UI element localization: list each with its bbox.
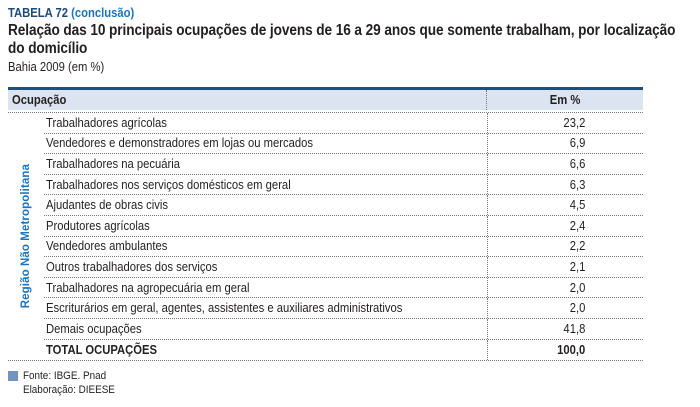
region-group-label: Região Não Metropolitana [20, 164, 32, 309]
title-block [8, 6, 700, 75]
value-cell: 6,9 [487, 134, 643, 154]
table-row [44, 175, 643, 196]
table-body [8, 112, 643, 361]
table-row [44, 319, 643, 340]
occupation-cell: Trabalhadores na agropecuária em geral [46, 280, 250, 295]
column-header-ocupacao: Ocupação [12, 93, 67, 107]
table-row [44, 257, 643, 278]
value-cell: 2,0 [487, 278, 643, 298]
source-text [23, 369, 125, 397]
value-cell: 6,6 [487, 154, 643, 174]
elaboration-line: Elaboração: DIEESE [23, 384, 115, 397]
table-row [44, 237, 643, 258]
page-subtitle: Bahia 2009 (em %) [8, 60, 105, 74]
value-cell: 2,1 [487, 257, 643, 277]
table-row [44, 113, 643, 134]
occupation-cell: Trabalhadores nos serviços domésticos em geral [46, 177, 291, 192]
table-row [44, 278, 643, 299]
table-rows [44, 113, 643, 360]
page-title: Relação das 10 principais ocupações de jovens de 16 a 29 anos que somente trabalham, por localização do domicílio [8, 22, 676, 57]
table-number-suffix: (conclusão) [71, 6, 135, 20]
occupation-cell: Trabalhadores agrícolas [46, 115, 167, 130]
value-cell: 100,0 [487, 340, 643, 361]
table-number: TABELA 72 [8, 6, 69, 20]
region-group-column [8, 113, 44, 360]
table-row [44, 195, 643, 216]
table-number-line [8, 6, 700, 21]
table-row [44, 134, 643, 155]
value-cell: 41,8 [487, 319, 643, 339]
total-row [44, 340, 643, 361]
occupation-cell: TOTAL OCUPAÇÕES [46, 342, 158, 357]
value-cell: 2,4 [487, 216, 643, 236]
value-cell: 2,2 [487, 237, 643, 257]
occupation-cell: Vendedores ambulantes [46, 239, 168, 254]
source-swatch-icon [8, 371, 18, 381]
value-cell: 2,0 [487, 298, 643, 318]
occupation-cell: Vendedores e demonstradores em lojas ou mercados [46, 136, 314, 151]
occupation-cell: Trabalhadores na pecuária [46, 156, 181, 171]
occupation-cell: Outros trabalhadores dos serviços [46, 259, 218, 274]
value-cell: 6,3 [487, 175, 643, 195]
occupation-cell: Produtores agrícolas [46, 218, 150, 233]
column-header-em-pct: Em % [486, 90, 643, 110]
value-cell: 4,5 [487, 195, 643, 215]
table-row [44, 216, 643, 237]
occupation-cell: Escriturários em geral, agentes, assistentes e auxiliares administrativos [46, 301, 403, 316]
value-cell: 23,2 [487, 113, 643, 133]
table-row [44, 154, 643, 175]
occupations-table [8, 87, 643, 361]
table-row [44, 298, 643, 319]
occupation-cell: Ajudantes de obras civis [46, 198, 168, 213]
source-note [8, 369, 700, 397]
occupation-cell: Demais ocupações [46, 321, 142, 336]
source-line: Fonte: IBGE. Pnad [23, 370, 107, 383]
table-header-row [8, 87, 643, 110]
